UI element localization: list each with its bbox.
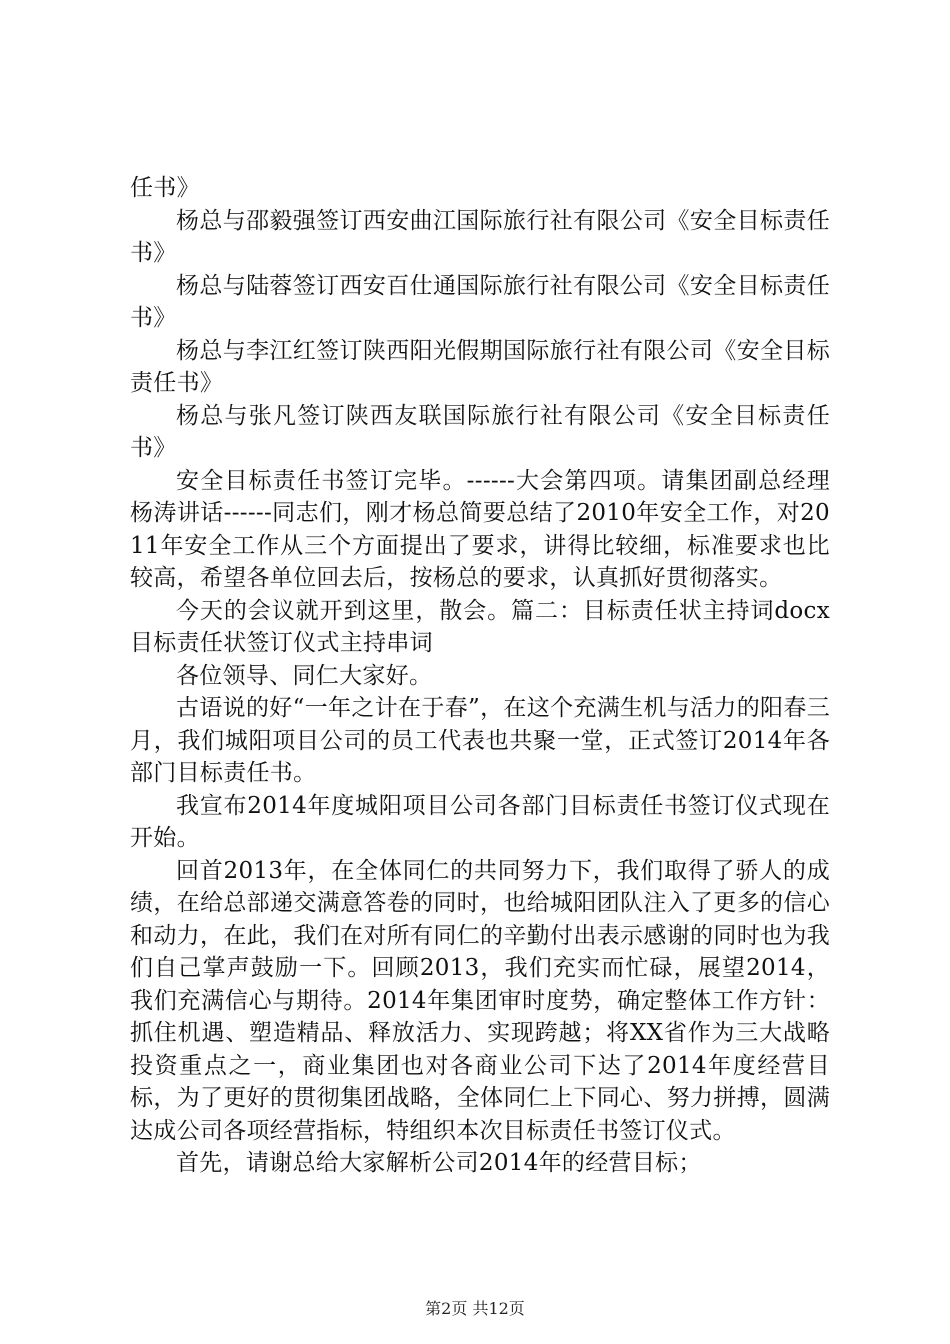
paragraph: 今天的会议就开到这里，散会。篇二：目标责任状主持词docx目标责任状签订仪式主持串词	[130, 597, 830, 656]
paragraph: 杨总与邵毅强签订西安曲江国际旅行社有限公司《安全目标责任书》	[130, 207, 830, 266]
paragraph: 杨总与陆蓉签订西安百仕通国际旅行社有限公司《安全目标责任书》	[130, 272, 830, 331]
paragraph: 我宣布2014年度城阳项目公司各部门目标责任书签订仪式现在开始。	[130, 792, 830, 851]
document-body	[130, 172, 830, 1180]
paragraph: 安全目标责任书签订完毕。------大会第四项。请集团副总经理杨涛讲话------同志们，刚才杨总简要总结了2010年安全工作，对2011年安全工作从三个方面提出了要求，讲得比较细，标准要求也比较高，希望各单位回去后，按杨总的要求，认真抓好贯彻落实。	[130, 467, 830, 591]
paragraph: 杨总与张凡签订陕西友联国际旅行社有限公司《安全目标责任书》	[130, 402, 830, 461]
paragraph: 各位领导、同仁大家好。	[176, 662, 433, 689]
paragraph: 回首2013年，在全体同仁的共同努力下，我们取得了骄人的成绩，在给总部递交满意答卷的同时，也给城阳团队注入了更多的信心和动力，在此，我们在对所有同仁的辛勤付出表示感谢的同时也为我们自己掌声鼓励一下。回顾2013，我们充实而忙碌，展望2014，我们充满信心与期待。2014年集团审时度势，确定整体工作方针：抓住机遇、塑造精品、释放活力、实现跨越；将XX省作为三大战略投资重点之一，商业集团也对各商业公司下达了2014年度经营目标，为了更好的贯彻集团战略，全体同仁上下同心、努力拼搏，圆满达成公司各项经营指标，特组织本次目标责任书签订仪式。	[130, 857, 830, 1144]
paragraph: 古语说的好“一年之计在于春”，在这个充满生机与活力的阳春三月，我们城阳项目公司的员工代表也共聚一堂，正式签订2014年各部门目标责任书。	[130, 695, 830, 786]
page-footer	[0, 1299, 950, 1319]
paragraph: 首先，请谢总给大家解析公司2014年的经营目标；	[176, 1150, 702, 1176]
paragraph: 杨总与李江红签订陕西阳光假期国际旅行社有限公司《安全目标责任书》	[130, 337, 830, 396]
page-number-label: 第2页 共12页	[425, 1299, 525, 1318]
paragraph: 任书》	[130, 175, 200, 201]
